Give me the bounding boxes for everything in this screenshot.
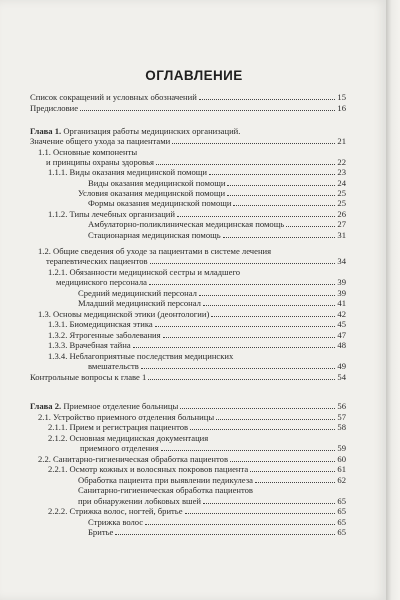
- toc-row[interactable]: [48, 167, 346, 177]
- toc-row[interactable]: [48, 464, 346, 474]
- toc-page-number: 42: [337, 309, 346, 319]
- leader-dots: [161, 450, 335, 451]
- toc-entry-text: Стрижка волос: [88, 517, 144, 527]
- toc-page-number: 16: [337, 103, 346, 113]
- toc-row[interactable]: [78, 496, 346, 506]
- toc-entry-text: Обработка пациента при выявлении педикулеза: [78, 475, 253, 485]
- toc-entry-text: 1.3.3. Врачебная тайна: [48, 340, 131, 350]
- leader-dots: [203, 305, 335, 306]
- leader-dots: [209, 174, 335, 175]
- leader-dots: [199, 295, 335, 296]
- toc-row[interactable]: [48, 433, 208, 443]
- leader-dots: [286, 226, 335, 227]
- toc-row[interactable]: [46, 256, 346, 266]
- leader-dots: [156, 164, 335, 165]
- toc-row-chapter[interactable]: [30, 126, 240, 136]
- toc-page-number: 41: [337, 298, 346, 308]
- toc-page-number: 15: [337, 92, 346, 102]
- toc-entry-text: 2.1.1. Прием и регистрация пациентов: [48, 422, 189, 432]
- toc-row[interactable]: [48, 351, 233, 361]
- leader-dots: [230, 461, 335, 462]
- toc-page-number: 57: [337, 412, 346, 422]
- toc-entry-text: 2.1. Устройство приемного отделения больницы: [38, 412, 215, 422]
- toc-row[interactable]: [88, 178, 346, 188]
- leader-dots: [145, 524, 335, 525]
- toc-entry-text: приемного отделения: [80, 443, 159, 453]
- toc-entry-text: Средний медицинский персонал: [78, 288, 197, 298]
- leader-dots: [80, 110, 335, 111]
- toc-entry-text: 1.3. Основы медицинской этики (деонтологии): [38, 309, 210, 319]
- toc-row[interactable]: [30, 92, 346, 102]
- toc-entry-text: 1.3.2. Ятрогенные заболевания: [48, 330, 161, 340]
- toc-row[interactable]: [78, 288, 346, 298]
- leader-dots: [163, 337, 335, 338]
- leader-dots: [233, 205, 335, 206]
- toc-entry-text: и принципы охраны здоровья: [46, 157, 155, 167]
- toc-page-number: 27: [337, 219, 346, 229]
- toc-row[interactable]: [88, 230, 346, 240]
- toc-page-number: 60: [337, 454, 346, 464]
- leader-dots: [211, 316, 335, 317]
- toc-row[interactable]: [30, 372, 346, 382]
- leader-dots: [190, 429, 335, 430]
- toc-row[interactable]: [48, 209, 346, 219]
- leader-dots: [180, 408, 335, 409]
- leader-dots: [203, 503, 335, 504]
- toc-page-number: 65: [337, 496, 346, 506]
- toc-page-number: 65: [337, 506, 346, 516]
- leader-dots: [255, 482, 335, 483]
- toc-entry-text: 1.2.1. Обязанности медицинской сестры и младшего: [48, 267, 241, 277]
- toc-entry-text: 1.3.1. Биомедицинская этика: [48, 319, 153, 329]
- toc-row[interactable]: [56, 277, 346, 287]
- leader-dots: [148, 379, 335, 380]
- chapter-label: Глава 1.: [30, 126, 62, 136]
- toc-row[interactable]: [38, 309, 346, 319]
- toc-entry-text: 1.1.2. Типы лечебных организаций: [48, 209, 175, 219]
- toc-row[interactable]: [38, 246, 271, 256]
- leader-dots: [155, 326, 335, 327]
- toc-row[interactable]: [80, 443, 346, 453]
- toc-row-chapter[interactable]: [30, 401, 346, 411]
- toc-row[interactable]: [30, 136, 346, 146]
- toc-page-number: 23: [337, 167, 346, 177]
- leader-dots: [115, 534, 335, 535]
- toc-entry-text: терапевтических пациентов: [46, 256, 148, 266]
- toc-entry-text: вмешательств: [88, 361, 139, 371]
- toc-page-number: 25: [337, 198, 346, 208]
- toc-entry-text: Бритье: [88, 527, 114, 537]
- toc-row[interactable]: [38, 454, 346, 464]
- toc-row[interactable]: [78, 298, 346, 308]
- toc-page-number: 21: [337, 136, 346, 146]
- toc-entry-text: Контрольные вопросы к главе 1: [30, 372, 147, 382]
- toc-page-number: 65: [337, 527, 346, 537]
- leader-dots: [149, 284, 335, 285]
- toc-row[interactable]: [38, 147, 137, 157]
- toc-entry-text: Значение общего ухода за пациентами: [30, 136, 171, 146]
- toc-page-number: 56: [337, 401, 346, 411]
- toc-page-number: 58: [337, 422, 346, 432]
- toc-entry-text: Условия оказания медицинской помощи: [78, 188, 226, 198]
- leader-dots: [199, 99, 335, 100]
- toc-row[interactable]: [48, 340, 346, 350]
- toc-entry-text: 2.1.2. Основная медицинская документация: [48, 433, 209, 443]
- toc-entry-text: 2.2. Санитарно-гигиеническая обработка пациентов: [38, 454, 229, 464]
- leader-dots: [185, 513, 335, 514]
- toc-row[interactable]: [88, 517, 346, 527]
- toc-entry-text: Стационарная медицинская помощь: [88, 230, 221, 240]
- toc-page-number: 25: [337, 188, 346, 198]
- toc-entry-text: 1.1.1. Виды оказания медицинской помощи: [48, 167, 207, 177]
- toc-page-number: 54: [337, 372, 346, 382]
- toc-row[interactable]: [78, 475, 346, 485]
- toc-page-number: 24: [337, 178, 346, 188]
- toc-entry-text: 2.2.1. Осмотр кожных и волосяных покровов пациента: [48, 464, 249, 474]
- toc-entry-text: Санитарно-гигиеническая обработка пациентов: [78, 485, 253, 495]
- toc-page-number: 22: [337, 157, 346, 167]
- leader-dots: [216, 419, 335, 420]
- leader-dots: [172, 143, 335, 144]
- leader-dots: [223, 237, 335, 238]
- toc-page-number: 59: [337, 443, 346, 453]
- toc-entry-text: 2.2.2. Стрижка волос, ногтей, бритье: [48, 506, 183, 516]
- toc-row[interactable]: [88, 219, 346, 229]
- toc-page-number: 48: [337, 340, 346, 350]
- toc-page-number: 47: [337, 330, 346, 340]
- leader-dots: [150, 263, 335, 264]
- toc-row[interactable]: [78, 188, 346, 198]
- toc-row[interactable]: [88, 198, 346, 208]
- toc-entry-text: Амбулаторно-поликлиническая медицинская помощь: [88, 219, 285, 229]
- leader-dots: [227, 195, 335, 196]
- leader-dots: [133, 347, 335, 348]
- toc-row[interactable]: [48, 267, 240, 277]
- toc-row[interactable]: [48, 506, 346, 516]
- toc-entry-text: Приемное отделение больницы: [63, 401, 179, 411]
- toc-page-number: 39: [337, 277, 346, 287]
- toc-entry-text: при обнаружении лобковых вшей: [78, 496, 202, 506]
- toc-page-number: 61: [337, 464, 346, 474]
- toc-entry-text: Организация работы медицинских организаций.: [63, 126, 241, 136]
- toc-entry-text: медицинского персонала: [56, 277, 147, 287]
- page-edge: [386, 0, 400, 600]
- toc-row[interactable]: [88, 527, 346, 537]
- toc-page-number: 62: [337, 475, 346, 485]
- toc-entry-text: 1.2. Общие сведения об уходе за пациентами в системе лечения: [38, 246, 272, 256]
- leader-dots: [177, 216, 335, 217]
- chapter-label: Глава 2.: [30, 401, 62, 411]
- toc-page-number: 34: [337, 256, 346, 266]
- toc-row[interactable]: [46, 157, 346, 167]
- toc-entry-text: 1.3.4. Неблагоприятные последствия медицинских: [48, 351, 234, 361]
- toc-page-number: 65: [337, 517, 346, 527]
- toc-page-number: 31: [337, 230, 346, 240]
- toc-entry-text: Виды оказания медицинской помощи: [88, 178, 226, 188]
- toc-row[interactable]: [48, 330, 346, 340]
- leader-dots: [250, 471, 335, 472]
- toc-entry-text: Младший медицинский персонал: [78, 298, 201, 308]
- toc-row[interactable]: [78, 485, 253, 495]
- toc-row[interactable]: [38, 412, 346, 422]
- toc-entry-text: Список сокращений и условных обозначений: [30, 92, 197, 102]
- toc-page-number: 26: [337, 209, 346, 219]
- toc-row[interactable]: [30, 103, 346, 113]
- toc-page-number: 49: [337, 361, 346, 371]
- leader-dots: [227, 185, 335, 186]
- leader-dots: [141, 368, 335, 369]
- toc-entry-text: Предисловие: [30, 103, 79, 113]
- toc-row[interactable]: [88, 361, 346, 371]
- toc-entry-text: 1.1. Основные компоненты: [38, 147, 138, 157]
- page-title: ОГЛАВЛЕНИЕ: [145, 68, 243, 83]
- toc-page-number: 39: [337, 288, 346, 298]
- toc-row[interactable]: [48, 422, 346, 432]
- toc-row[interactable]: [48, 319, 346, 329]
- toc-page-number: 45: [337, 319, 346, 329]
- toc-entry-text: Формы оказания медицинской помощи: [88, 198, 232, 208]
